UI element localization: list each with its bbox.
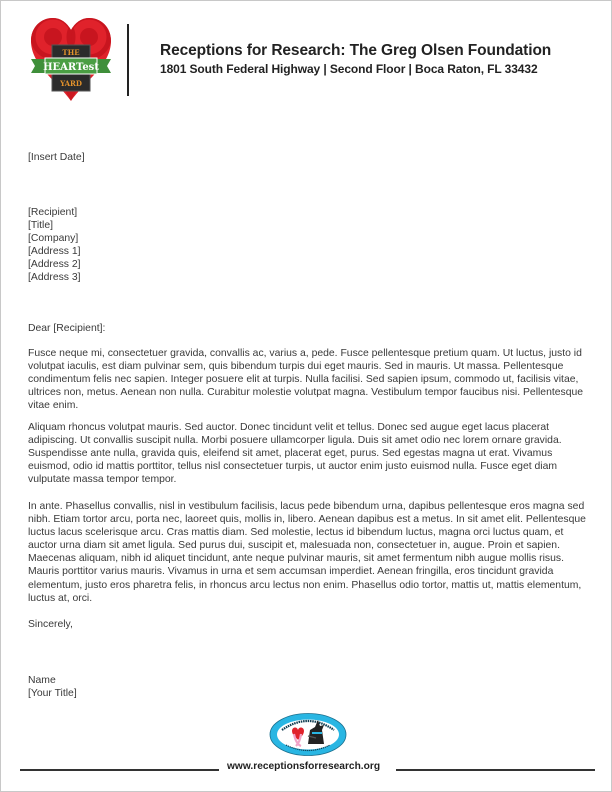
website-url: www.receptionsforresearch.org — [227, 761, 381, 772]
organization-name: Receptions for Research: The Greg Olsen Foundation — [160, 42, 552, 59]
salutation: Dear [Recipient]: — [28, 323, 106, 334]
logo-text-the: THE — [62, 48, 80, 57]
recipient-title: [Title] — [28, 220, 54, 232]
footer-rule-right — [396, 769, 595, 771]
closing: Sincerely, — [28, 619, 73, 630]
letter-date: [Insert Date] — [28, 152, 85, 163]
logo-text-heartest: HEARTest — [43, 62, 99, 73]
logo-text-yard: YARD — [60, 79, 82, 88]
recipient-company: [Company] — [28, 233, 79, 245]
signature-title: [Your Title] — [28, 688, 77, 699]
recipient-address-1: [Address 1] — [28, 246, 81, 258]
receptions-for-research-logo — [268, 712, 348, 757]
organization-address: 1801 South Federal Highway | Second Floor | Boca Raton, FL 33432 — [160, 62, 538, 76]
recipient-block — [28, 206, 81, 285]
heartest-yard-logo — [27, 15, 115, 103]
signature-name: Name — [28, 675, 56, 686]
body-paragraph-3: In ante. Phasellus convallis, nisl in vestibulum facilisis, lacus pede bibendum urna, dapibus pellentesque eros magna sed nibh. Etiam tortor arcu, porta nec, laoreet quis, mollis in, libero. Aenean dapibus est a metus. In sit amet elit. Pellentesque luctus lacus scelerisque arcu. Cras mattis diam. Sed molestie, lectus id bibendum luctus, magna orci luctus quam, et auctor urna diam sit amet ligula. Sed purus dui, suscipit et, malesuada non, consectetuer in, augue. Proin et sapien. Maecenas aliquam, nibh id aliquet tincidunt, ante neque pulvinar mauris, sit amet fermentum nibh augue mollis risus. Mauris porttitor varius mauris. Vivamus in urna et sem accumsan imperdiet. Aenean fringilla, eros tincidunt gravida elementum, justo eros pharetra felis, in rhoncus arcu lectus non enim. Phasellus odio tortor, mattis ut, mattis elementum, luctus at, orci. — [28, 501, 586, 604]
header-divider — [127, 24, 129, 96]
recipient-name: [Recipient] — [28, 207, 78, 218]
recipient-address-3: [Address 3] — [28, 272, 81, 284]
recipient-address-2: [Address 2] — [28, 259, 81, 271]
footer-rule-left — [20, 769, 219, 771]
body-paragraph-2: Aliquam rhoncus volutpat mauris. Sed auctor. Donec tincidunt velit et tellus. Donec sed augue eget lacus placerat adipiscing. Ut convallis suscipit nulla. Morbi posuere ullamcorper ligula. Duis sit amet odio nec lorem ornare gravida. Suspendisse ante nulla, gravida quis, eleifend sit amet, placerat eget, purus. Sed egestas magna ut erat. Vivamus euismod, odio id mattis porttitor, tellus nisl consectetuer turpis, ut auctor enim justo euismod nulla. Fusce eget diam vulputate massa tempor tempor. — [28, 422, 562, 486]
body-paragraph-1: Fusce neque mi, consectetuer gravida, convallis ac, varius a, pede. Fusce pellentesque pretium quam. Ut luctus, justo id volutpat iaculis, est diam pulvinar sem, quis bibendum turpis dui eget mauris. Sed in mauris. Ut massa. Pellentesque condimentum felis nec sapien. Integer posuere elit at turpis. Nulla facilisi. Sed sapien ipsum, commodo ut, facilisis vitae, ultrices non, metus. Aenean non nulla. Curabitur molestie volutpat magna. Vestibulum tempor faucibus nisi. Pellentesque vitae enim. — [28, 348, 584, 412]
